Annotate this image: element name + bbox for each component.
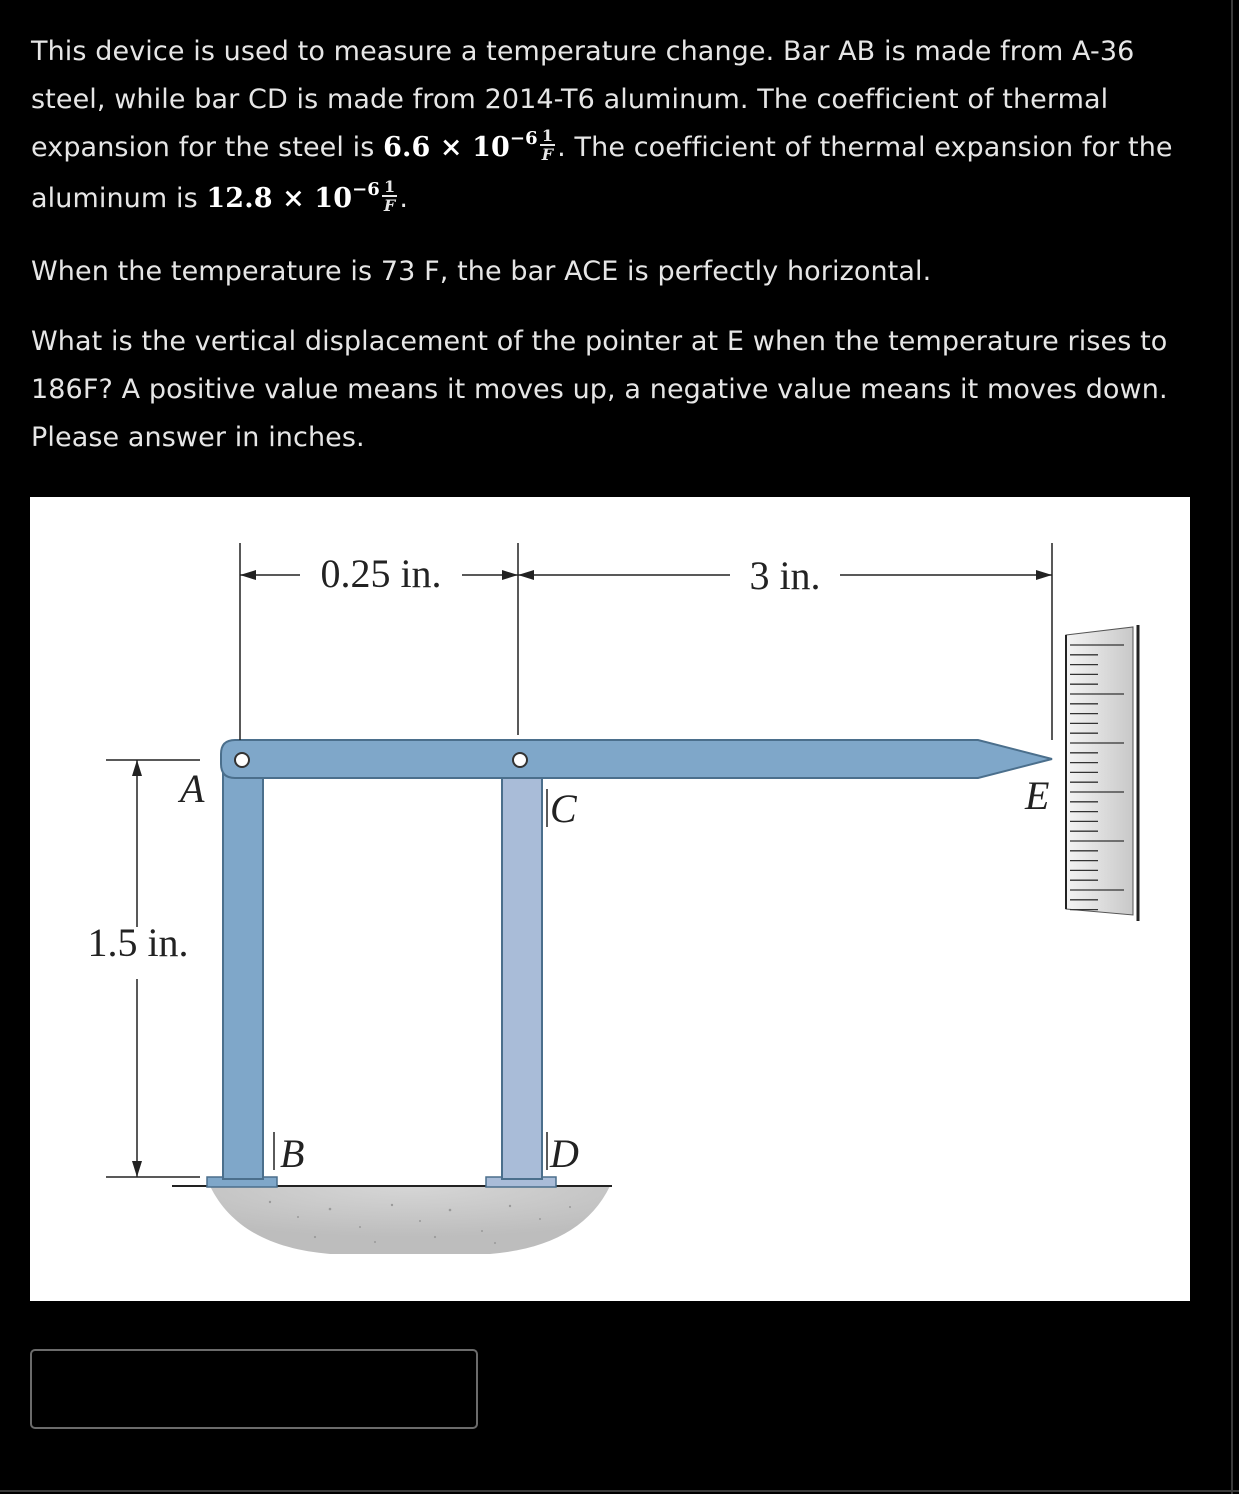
arrowhead xyxy=(132,760,142,776)
scale-body xyxy=(1066,627,1133,915)
pin-a xyxy=(235,753,249,767)
page-border xyxy=(1231,0,1233,1494)
dimension-label-025: 0.25 in. xyxy=(320,551,442,596)
coefficient-exponent: −6 xyxy=(509,128,538,149)
page-border xyxy=(0,1490,1239,1492)
question-paragraph-2: When the temperature is 73 F, the bar ACE is perfectly horizontal. xyxy=(31,256,932,287)
bar-ab xyxy=(223,767,263,1179)
problem-figure xyxy=(30,497,1190,1301)
label-c: C xyxy=(550,786,577,831)
ground-fill xyxy=(210,1186,610,1254)
arrowhead xyxy=(502,570,518,580)
arrowhead xyxy=(240,570,256,580)
question-text-segment: . xyxy=(399,183,409,214)
dimension-arrows xyxy=(132,570,1052,1177)
device-diagram xyxy=(30,497,1190,1301)
question-text-segment: . The coefficient of thermal expansion for the aluminum is xyxy=(31,132,1173,214)
coefficient-mantissa: 6.6 × 10 xyxy=(383,132,510,163)
arrowhead xyxy=(132,1161,142,1177)
measurement-scale xyxy=(1066,625,1138,921)
fraction-numerator: 1 xyxy=(382,178,397,197)
question-text-segment: This device is used to measure a temperature change. Bar AB is made from A-36 steel, while bar CD is made from 2014-T6 aluminum. The coefficient of thermal expansion for the steel is xyxy=(31,36,1135,163)
label-e: E xyxy=(1025,773,1050,818)
question-paragraph-3: What is the vertical displacement of the pointer at E when the temperature rises to 186F? A positive value means it moves up, a negative value means it moves down. Please answer in inches. xyxy=(31,326,1168,453)
label-a: A xyxy=(180,766,205,811)
label-b: B xyxy=(280,1131,305,1176)
label-d: D xyxy=(550,1131,579,1176)
ground xyxy=(172,1177,612,1254)
coefficient-mantissa: 12.8 × 10 xyxy=(206,183,353,214)
steel-coefficient xyxy=(383,128,538,163)
pointer-bar-ace xyxy=(221,740,1052,778)
dimension-label-15: 1.5 in. xyxy=(87,920,189,965)
arrowhead xyxy=(1036,570,1052,580)
pin-c xyxy=(513,753,527,767)
question-paragraph-1 xyxy=(31,28,1201,226)
unit-fraction xyxy=(540,127,555,163)
fraction-denominator: F xyxy=(541,144,554,164)
fraction-denominator: F xyxy=(383,195,396,215)
fraction-numerator: 1 xyxy=(540,127,555,146)
dimension-label-3: 3 in. xyxy=(749,553,821,598)
aluminum-coefficient xyxy=(206,179,380,214)
bar-cd xyxy=(502,767,542,1179)
answer-input[interactable] xyxy=(30,1349,478,1429)
arrowhead xyxy=(518,570,534,580)
unit-fraction xyxy=(382,178,397,214)
coefficient-exponent: −6 xyxy=(352,179,380,200)
question-text xyxy=(31,28,1201,462)
